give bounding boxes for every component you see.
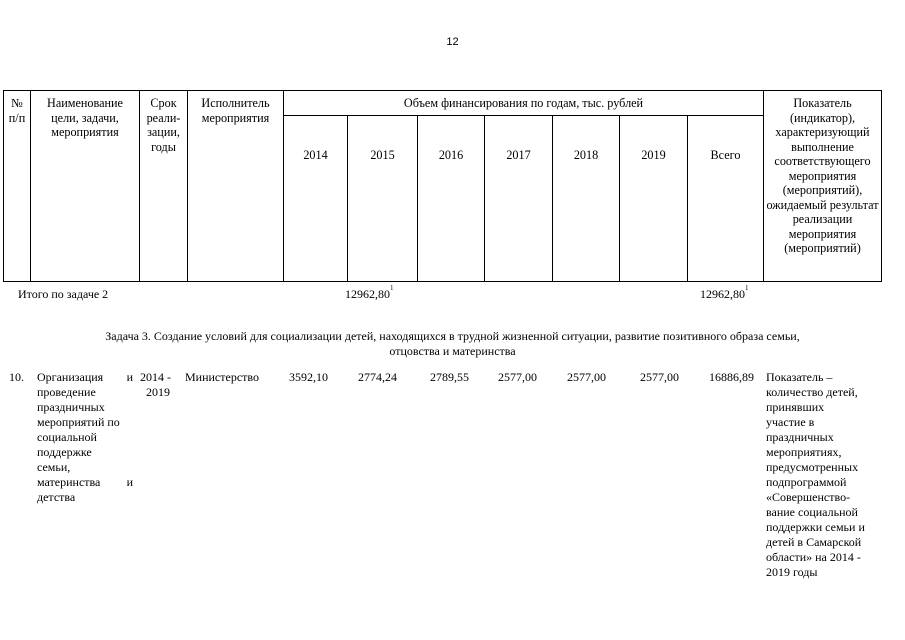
header-num: № п/п [4, 91, 31, 282]
row10-indicator-line: детей в Самарской [766, 535, 862, 549]
row10-name-line: семьи, [37, 460, 71, 474]
task2-total-sum: 12962,80$^1$ [700, 284, 749, 301]
row10-name-line: Организация и [37, 370, 133, 384]
row10-indicator-line: количество детей, [766, 385, 858, 399]
row10-num: 10. [9, 370, 24, 384]
row10-value-2016: 2789,55 [430, 370, 469, 384]
row10-indicator-line: поддержки семьи и [766, 520, 865, 534]
header-year: 2015 [348, 116, 418, 282]
header-year-total: Всего [688, 116, 764, 282]
header-year: 2019 [620, 116, 688, 282]
row10-term-line: 2019 [146, 385, 170, 399]
row10-indicator-line: мероприятиях, [766, 445, 842, 459]
row10-name-line: детства [37, 490, 76, 504]
row10-name-line: поддержке [37, 445, 92, 459]
row10-name [37, 370, 133, 505]
row10-value-2019: 2577,00 [640, 370, 679, 384]
task2-total-label: Итого по задаче 2 [18, 287, 109, 301]
page-number: 12 [446, 36, 459, 48]
row10-name-line: материнства и [37, 475, 133, 489]
header-year: 2017 [485, 116, 553, 282]
row10-indicator-line: «Совершенство- [766, 490, 851, 504]
header-year: 2018 [553, 116, 620, 282]
row10-value-2014: 3592,10 [289, 370, 328, 384]
header-executor: Исполнитель мероприятия [188, 91, 284, 282]
row10-name-line: проведение [37, 385, 96, 399]
row10-indicator-line: области» на 2014 - [766, 550, 861, 564]
row10-indicator-line: принявших [766, 400, 825, 414]
row10-value-total: 16886,89 [709, 370, 754, 384]
row10-value-2017: 2577,00 [498, 370, 537, 384]
row10-indicator-line: участие в [766, 415, 815, 429]
row10-name-line: социальной [37, 430, 97, 444]
row10-indicator-line: праздничных [766, 430, 834, 444]
header-funding: Объем финансирования по годам, тыс. рублей [284, 91, 764, 116]
header-term: Срок реали-зации, годы [140, 91, 188, 282]
row10-name-line: праздничных [37, 400, 105, 414]
header-year: 2016 [418, 116, 485, 282]
header-name: Наименование цели, задачи, мероприятия [31, 91, 140, 282]
header-table [3, 90, 882, 282]
row10-indicator-line: подпрограммой [766, 475, 847, 489]
row10-term [140, 370, 178, 400]
row10-indicator-line: 2019 годы [766, 565, 818, 579]
task2-total-2015: 12962,80$^1$ [345, 284, 394, 301]
row10-term-line: 2014 - [140, 370, 171, 384]
header-year: 2014 [284, 116, 348, 282]
row10-value-2018: 2577,00 [567, 370, 606, 384]
row10-indicator-line: вание социальной [766, 505, 858, 519]
row10-indicator-line: Показатель – [766, 370, 833, 384]
row10-name-line: мероприятий по [37, 415, 120, 429]
row10-value-2015: 2774,24 [358, 370, 397, 384]
task3-title-line1: Задача 3. Создание условий для социализации детей, находящихся в трудной жизненной ситуации, развитие позитивного образа семьи, [105, 329, 800, 343]
row10-executor: Министерство [185, 370, 259, 384]
task3-title-line2: отцовства и материнства [389, 344, 516, 358]
row10-indicator-line: предусмотренных [766, 460, 859, 474]
row10-indicator [766, 370, 884, 580]
header-indicator: Показатель (индикатор), характеризующий выполнение соответствующего мероприятия (мероприятий), ожидаемый результат реализации мероприятия (мероприятий) [764, 91, 882, 282]
